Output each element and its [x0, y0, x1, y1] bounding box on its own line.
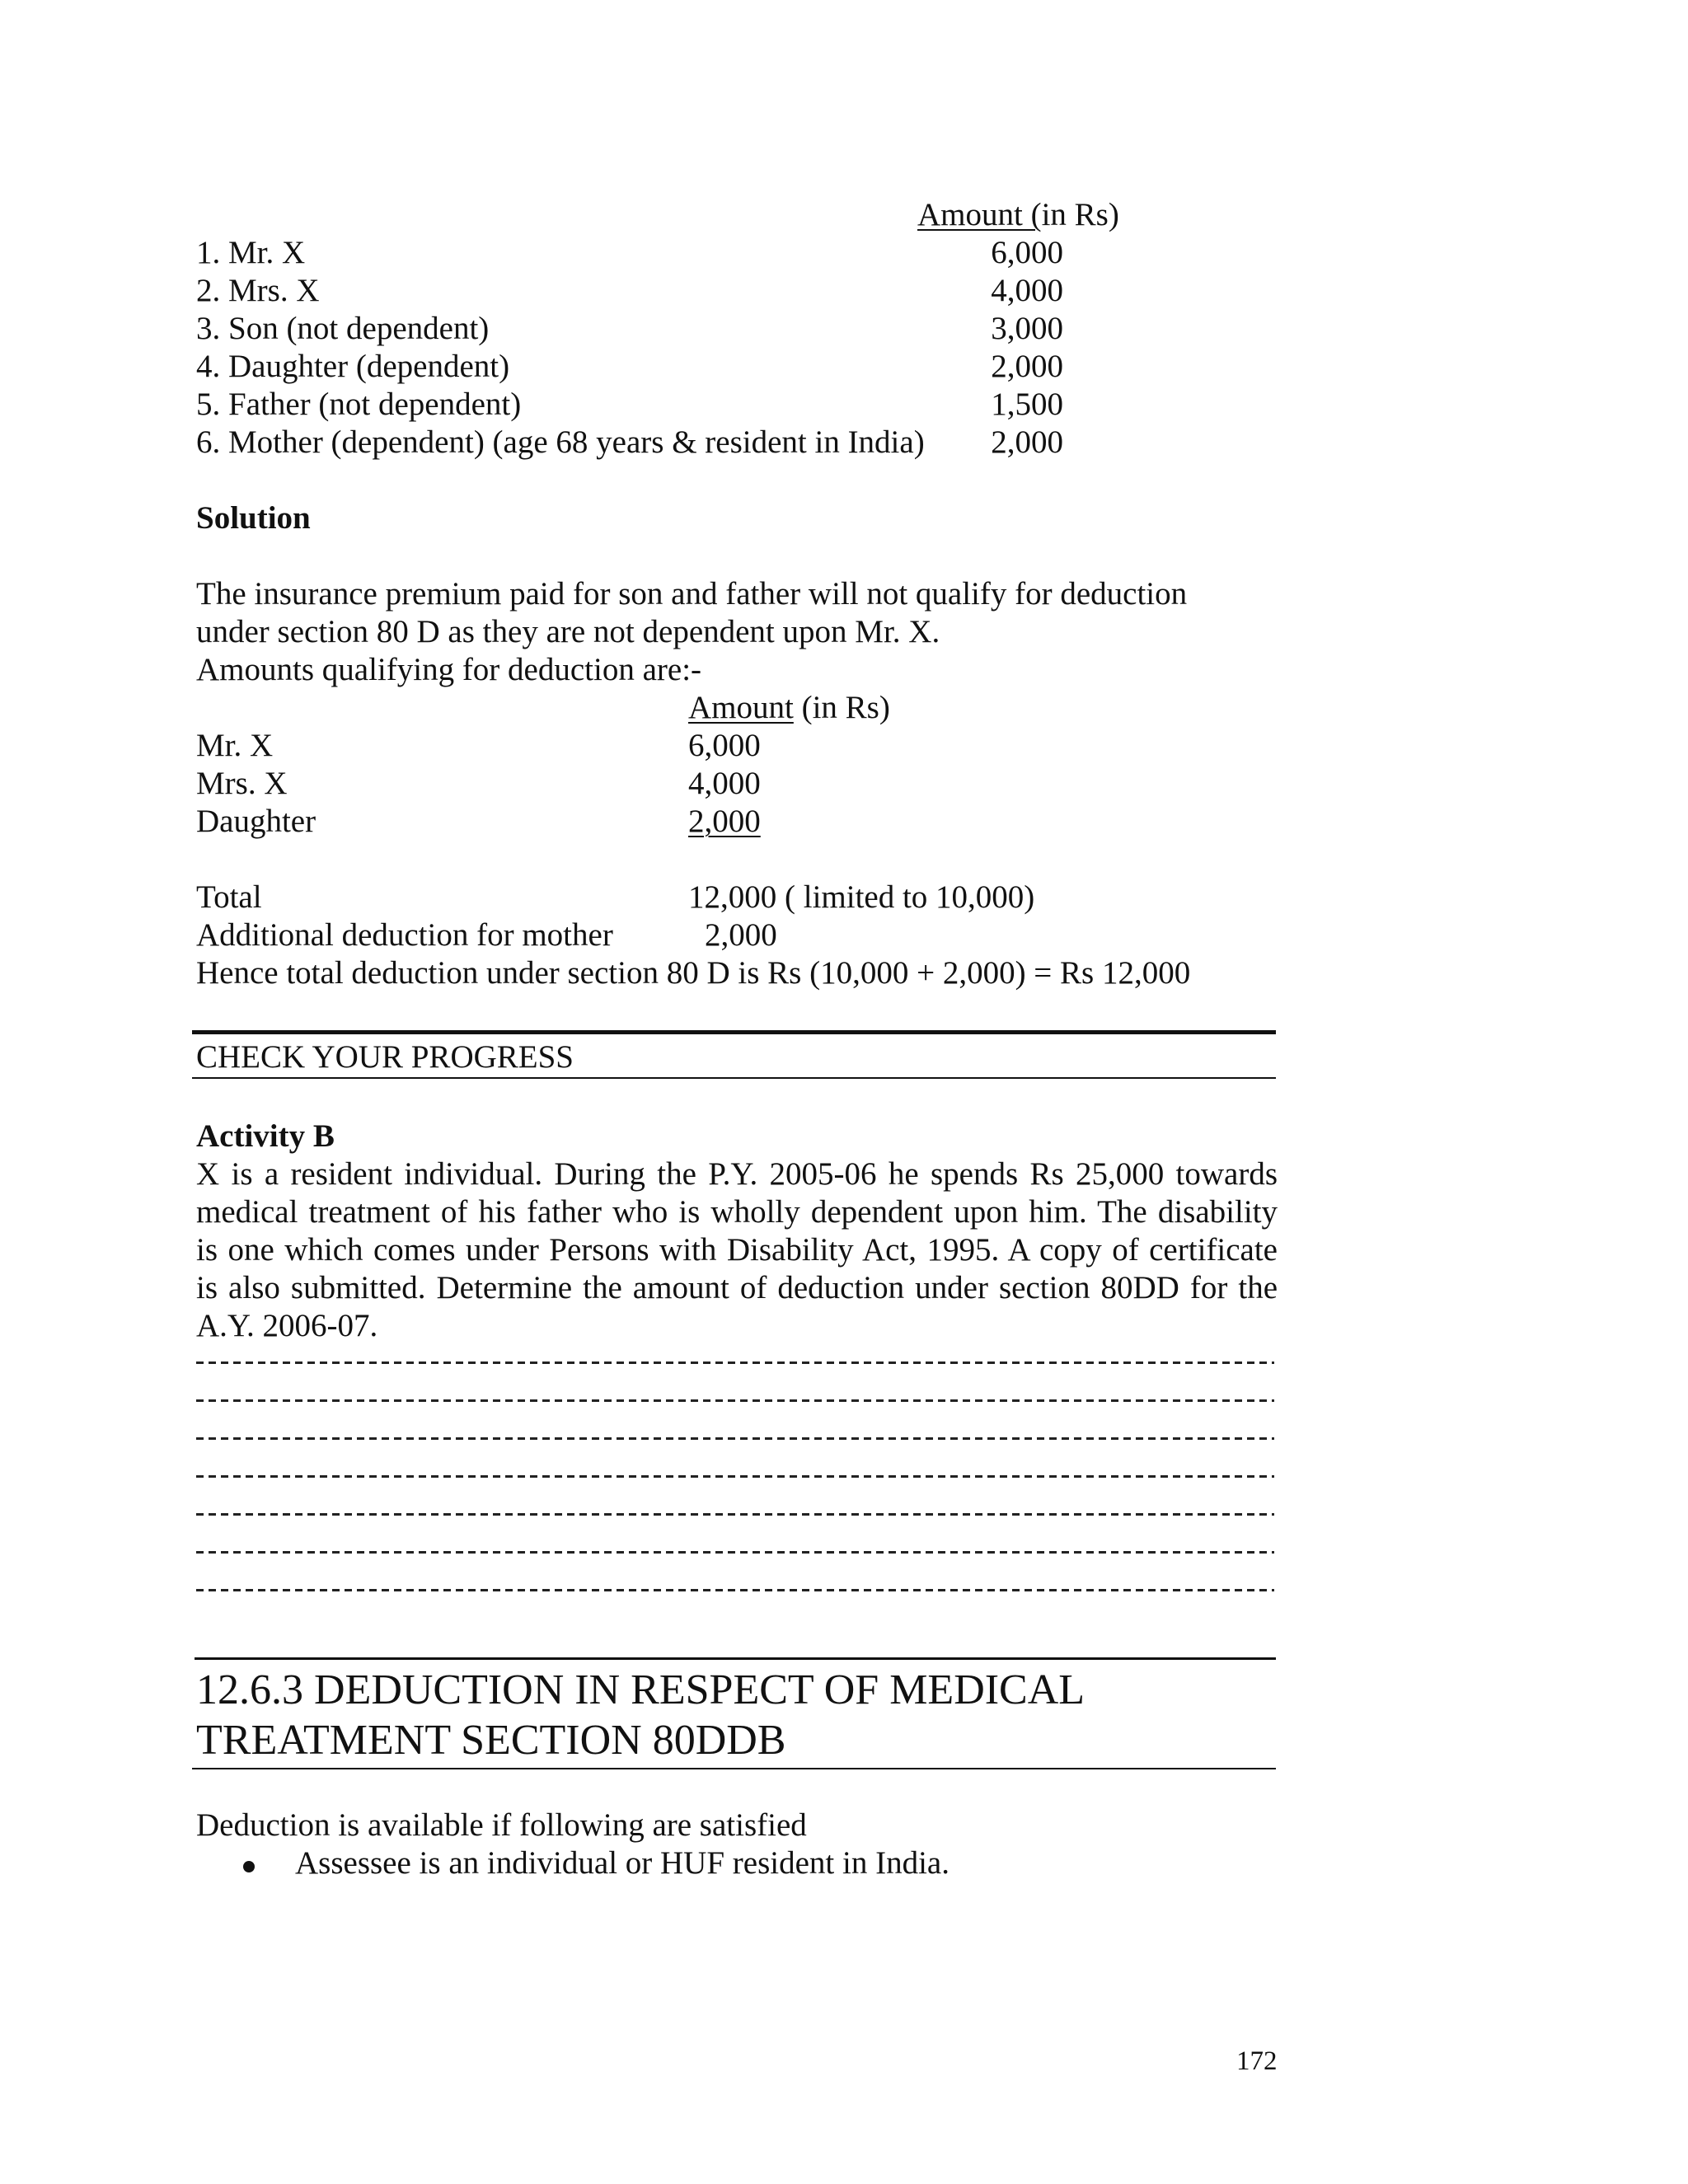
premium-row-amount: 1,500: [991, 387, 1063, 422]
activity-text-line: A.Y. 2006-07.: [196, 1308, 378, 1343]
section-heading-line: 12.6.3 DEDUCTION IN RESPECT OF MEDICAL: [196, 1666, 1085, 1713]
amount-header-underlined: Amount (: [917, 197, 1042, 232]
qualifying-row-label: Mrs. X: [196, 766, 288, 801]
solution-heading: Solution: [196, 500, 311, 536]
total-label: Total: [196, 879, 262, 915]
qualifying-row-amount: 4,000: [688, 766, 761, 801]
activity-text-line: is also submitted. Determine the amount of deduction under section 80DD for the: [196, 1270, 1278, 1305]
total-value: 12,000 ( limited to 10,000): [688, 879, 1035, 915]
activity-text-line: is one which comes under Persons with Disability Act, 1995. A copy of certificate: [196, 1232, 1278, 1268]
premium-row-label: 5. Father (not dependent): [196, 387, 522, 422]
qualifying-row-label: Mr. X: [196, 728, 274, 763]
amount-header-unit: (in Rs): [793, 690, 890, 725]
activity-text-line: X is a resident individual. During the P.Y. 2005-06 he spends Rs 25,000 towards: [196, 1156, 1278, 1192]
bullet-item: Assessee is an individual or HUF resident in India.: [295, 1845, 950, 1881]
qualifying-row-label: Daughter: [196, 804, 316, 839]
premium-row-amount: 6,000: [991, 235, 1063, 270]
additional-deduction-value: 2,000: [705, 917, 777, 953]
solution-paragraph-line: Amounts qualifying for deduction are:-: [196, 652, 702, 687]
premium-row-amount: 4,000: [991, 273, 1063, 308]
activity-text-line: medical treatment of his father who is wholly dependent upon him. The disability: [196, 1194, 1278, 1230]
answer-line[interactable]: [196, 1513, 1274, 1516]
amount-header-underlined: Amount: [688, 690, 794, 725]
section-intro: Deduction is available if following are satisfied: [196, 1807, 807, 1843]
solution-paragraph-line: The insurance premium paid for son and father will not qualify for deduction: [196, 576, 1188, 612]
premium-table-header: Amount (in Rs): [917, 197, 1119, 232]
answer-line[interactable]: [196, 1399, 1274, 1402]
premium-row-amount: 2,000: [991, 424, 1063, 460]
premium-row-amount: 2,000: [991, 349, 1063, 384]
qualifying-row-amount: 6,000: [688, 728, 761, 763]
solution-paragraph-line: under section 80 D as they are not dependent upon Mr. X.: [196, 614, 940, 649]
qualifying-table-header: [688, 689, 890, 727]
qualifying-row-amount: 2,000: [688, 804, 761, 839]
progress-title: CHECK YOUR PROGRESS: [196, 1039, 574, 1075]
progress-bottom-rule: [192, 1077, 1276, 1079]
section-bottom-rule: [192, 1768, 1276, 1769]
premium-row-label: 3. Son (not dependent): [196, 311, 490, 346]
activity-title: Activity B: [196, 1118, 335, 1154]
answer-line[interactable]: [196, 1551, 1274, 1554]
premium-row-label: 2. Mrs. X: [196, 273, 320, 308]
progress-top-rule: [192, 1030, 1276, 1034]
page-number: 172: [1236, 2046, 1278, 2076]
answer-line[interactable]: [196, 1475, 1274, 1478]
premium-row-label: 1. Mr. X: [196, 235, 306, 270]
premium-row-amount: 3,000: [991, 311, 1063, 346]
solution-conclusion: Hence total deduction under section 80 D is Rs (10,000 + 2,000) = Rs 12,000: [196, 955, 1191, 991]
premium-row-label: 4. Daughter (dependent): [196, 349, 510, 384]
answer-line[interactable]: [196, 1589, 1274, 1591]
additional-deduction-label: Additional deduction for mother: [196, 917, 613, 953]
bullet-icon: [243, 1861, 255, 1872]
premium-row-label: 6. Mother (dependent) (age 68 years & resident in India): [196, 424, 925, 460]
section-heading-line: TREATMENT SECTION 80DDB: [196, 1717, 786, 1764]
section-top-rule: [195, 1657, 1276, 1660]
answer-line[interactable]: [196, 1437, 1274, 1440]
answer-line[interactable]: [196, 1361, 1274, 1364]
